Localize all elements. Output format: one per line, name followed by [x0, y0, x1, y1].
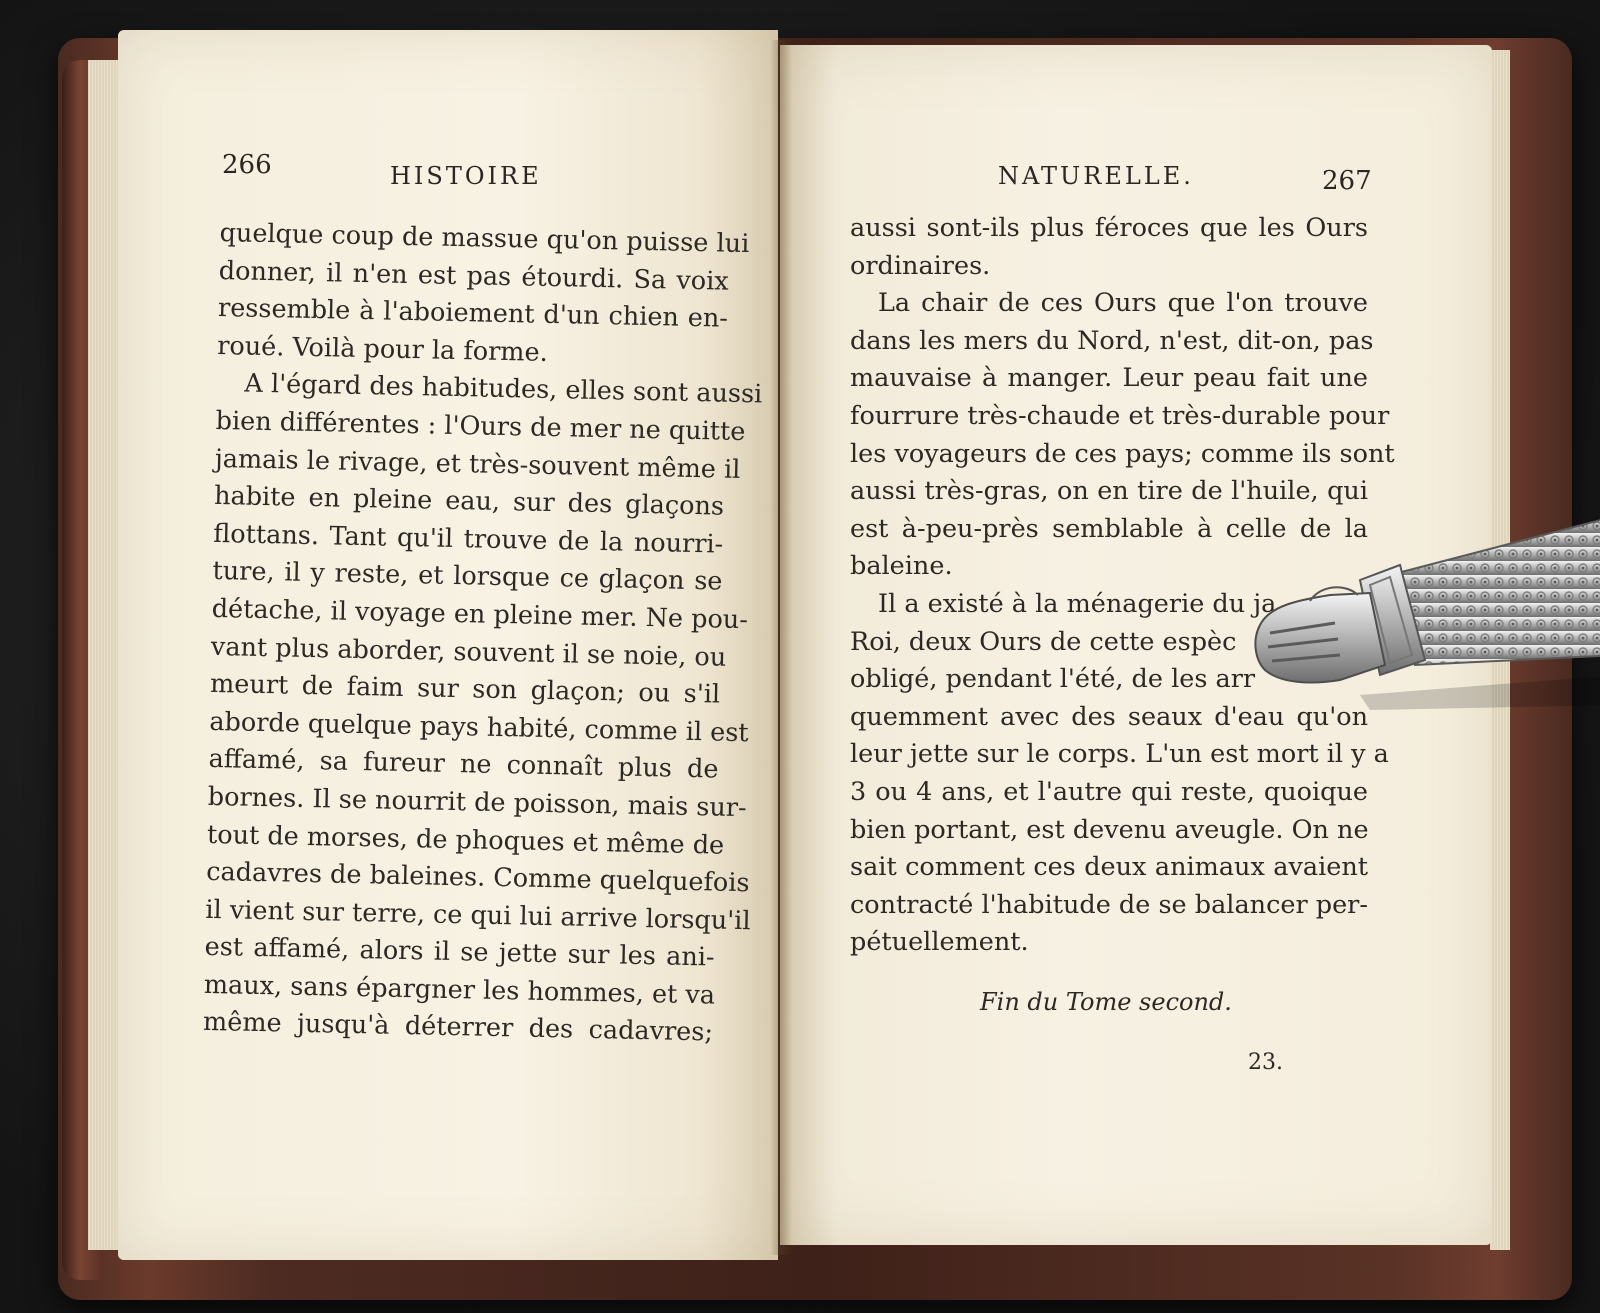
text-line: aussi sont-ils plus féroces que les Ours: [850, 213, 1368, 243]
text-line: ordinaires.: [850, 250, 991, 281]
text-line: détache, il voyage en pleine mer. Ne pou-: [211, 593, 749, 636]
text-line: quelque coup de massue qu'on puisse lui: [219, 217, 750, 260]
text-line: leur jette sur le corps. L'un est mort il y a: [850, 739, 1389, 770]
text-line: aborde quelque pays habité, comme il est: [209, 706, 749, 748]
text-line: dans les mers du Nord, n'est, dit-on, pas: [850, 325, 1374, 356]
text-line: mauvaise à manger. Leur peau fait une: [850, 363, 1368, 394]
text-line: aussi très-gras, on en tire de l'huile, qui: [850, 476, 1368, 507]
text-line: bornes. Il se nourrit de poisson, mais sur-: [207, 781, 747, 824]
text-line: fourrure très-chaude et très-durable pour: [850, 400, 1390, 431]
text-line: A l'égard des habitudes, elles sont aussi: [244, 368, 763, 410]
text-line: meurt de faim sur son glaçon; ou s'il: [209, 669, 721, 710]
text-line: bien différentes : l'Ours de mer ne quitte: [215, 405, 746, 448]
text-line: Il a existé à la ménagerie du ja: [878, 588, 1277, 619]
text-line: obligé, pendant l'été, de les arr: [850, 664, 1256, 695]
left-running-head: HISTOIRE: [390, 162, 542, 190]
text-line: baleine.: [850, 551, 953, 582]
book-gutter: [770, 40, 792, 1255]
text-line: est affamé, alors il se jette sur les ani-: [204, 932, 715, 973]
text-line: 3 ou 4 ans, et l'autre qui reste, quoique: [850, 776, 1368, 807]
text-line: les voyageurs de ces pays; comme ils sont: [850, 438, 1395, 469]
text-line: roué. Voilà pour la forme.: [216, 330, 549, 368]
right-page-number: 267: [1322, 166, 1372, 196]
text-line: tout de morses, de phoques et même de: [206, 819, 725, 861]
text-line: La chair de ces Ours que l'on trouve: [878, 288, 1368, 319]
text-line: vant plus aborder, souvent il se noie, ou: [210, 631, 727, 673]
text-line: flottans. Tant qu'il trouve de la nourri-: [213, 518, 724, 560]
text-line: quemment avec des seaux d'eau qu'on: [850, 701, 1368, 732]
text-line: contracté l'habitude de se balancer per-: [850, 889, 1368, 920]
text-line: ture, il y reste, et lorsque ce glaçon se: [212, 556, 723, 597]
signature-mark: 23.: [1248, 1050, 1283, 1075]
text-line: pétuellement.: [850, 927, 1029, 958]
text-line: Roi, deux Ours de cette espèc: [850, 626, 1237, 657]
right-running-head: NATURELLE.: [998, 162, 1194, 190]
text-line: il vient sur terre, ce qui lui arrive lorsqu'il: [205, 894, 751, 936]
text-line: cadavres de baleines. Comme quelquefois: [205, 856, 750, 899]
text-line: même jusqu'à déterrer des cadavres;: [202, 1007, 714, 1048]
end-of-volume-note: Fin du Tome second.: [980, 988, 1232, 1016]
text-line: maux, sans épargner les hommes, et va: [203, 969, 716, 1011]
text-line: donner, il n'en est pas étourdi. Sa voix: [218, 255, 730, 297]
silver-hand-page-holder: [1240, 505, 1600, 715]
text-line: habite en pleine eau, sur des glaçons: [213, 481, 725, 522]
text-line: jamais le rivage, et très-souvent même il: [214, 443, 741, 485]
text-line: affamé, sa fureur ne connaît plus de: [208, 744, 719, 785]
text-line: ressemble à l'aboiement d'un chien en-: [217, 293, 729, 334]
text-line: sait comment ces deux animaux avaient: [850, 852, 1368, 883]
left-page-text: [202, 215, 763, 1053]
text-line: bien portant, est devenu aveugle. On ne: [850, 814, 1369, 845]
text-line: est à-peu-près semblable à celle de la: [850, 513, 1368, 544]
left-page-number: 266: [222, 150, 272, 180]
